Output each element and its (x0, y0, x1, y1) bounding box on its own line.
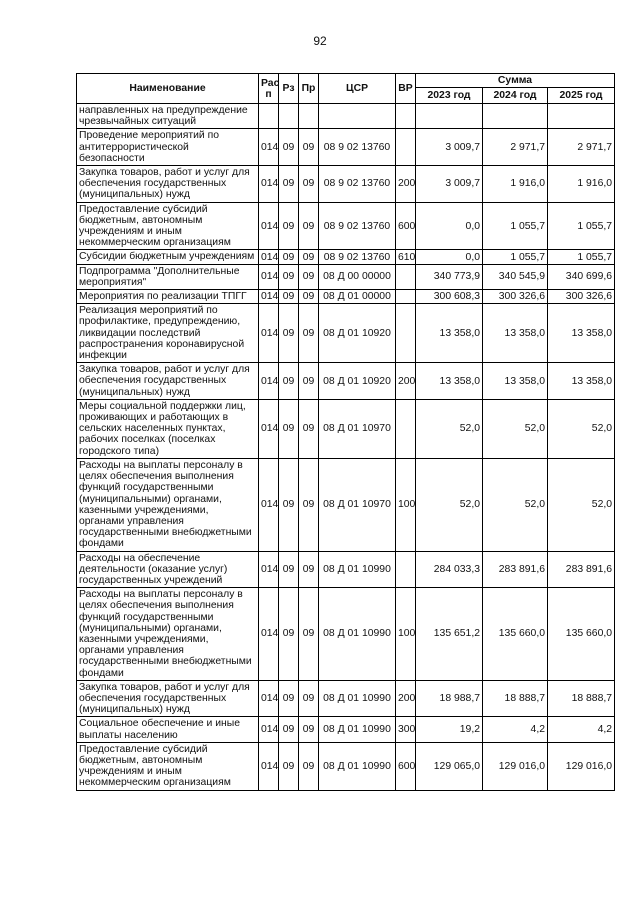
row-rz: 09 (279, 202, 299, 250)
row-vr: 200 (396, 166, 416, 203)
row-2025: 13 358,0 (548, 304, 615, 363)
header-rz: Рз (279, 74, 299, 104)
header-2024: 2024 год (483, 88, 548, 104)
row-ras: 014 (259, 304, 279, 363)
row-2024: 135 660,0 (483, 588, 548, 681)
row-vr: 600 (396, 202, 416, 250)
row-ras: 014 (259, 202, 279, 250)
row-2025: 52,0 (548, 458, 615, 551)
table-row (77, 304, 615, 363)
table-row (77, 202, 615, 250)
header-2023: 2023 год (416, 88, 483, 104)
row-2024: 300 326,6 (483, 290, 548, 304)
table-row (77, 399, 615, 458)
row-pr: 09 (299, 680, 319, 717)
table-row (77, 551, 615, 588)
row-vr (396, 290, 416, 304)
row-pr: 09 (299, 202, 319, 250)
row-2024: 13 358,0 (483, 304, 548, 363)
table-header (77, 74, 615, 104)
row-2025: 300 326,6 (548, 290, 615, 304)
row-pr: 09 (299, 264, 319, 289)
row-rz: 09 (279, 264, 299, 289)
row-pr: 09 (299, 717, 319, 742)
row-2024: 1 916,0 (483, 166, 548, 203)
row-2024: 52,0 (483, 458, 548, 551)
row-2024: 13 358,0 (483, 363, 548, 400)
row-2023: 13 358,0 (416, 363, 483, 400)
table-row (77, 250, 615, 264)
row-csr: 08 Д 01 10990 (319, 551, 396, 588)
row-ras: 014 (259, 588, 279, 681)
table-body (77, 104, 615, 791)
row-pr: 09 (299, 290, 319, 304)
table-row (77, 680, 615, 717)
header-csr: ЦСР (319, 74, 396, 104)
row-pr (299, 104, 319, 129)
row-ras: 014 (259, 129, 279, 166)
row-2024: 18 888,7 (483, 680, 548, 717)
row-ras: 014 (259, 680, 279, 717)
row-name: Закупка товаров, работ и услуг для обеспечения государственных (муниципальных) нужд (77, 166, 259, 203)
header-name: Наименование (77, 74, 259, 104)
row-rz: 09 (279, 250, 299, 264)
row-csr: 08 9 02 13760 (319, 129, 396, 166)
row-vr: 100 (396, 588, 416, 681)
row-csr: 08 Д 01 10990 (319, 742, 396, 790)
row-ras: 014 (259, 290, 279, 304)
row-2025: 52,0 (548, 399, 615, 458)
row-2024: 1 055,7 (483, 202, 548, 250)
row-name: Подпрограмма "Дополнительные мероприятия" (77, 264, 259, 289)
row-name: Закупка товаров, работ и услуг для обеспечения государственных (муниципальных) нужд (77, 680, 259, 717)
row-csr: 08 Д 01 10970 (319, 399, 396, 458)
header-vr: ВР (396, 74, 416, 104)
row-2025: 13 358,0 (548, 363, 615, 400)
row-2023: 129 065,0 (416, 742, 483, 790)
row-ras: 014 (259, 363, 279, 400)
row-2023: 52,0 (416, 458, 483, 551)
row-pr: 09 (299, 399, 319, 458)
row-2025 (548, 104, 615, 129)
table-row (77, 104, 615, 129)
row-csr: 08 Д 01 10990 (319, 588, 396, 681)
table-row (77, 458, 615, 551)
row-vr: 300 (396, 717, 416, 742)
row-pr: 09 (299, 129, 319, 166)
row-ras: 014 (259, 399, 279, 458)
row-rz (279, 104, 299, 129)
row-2024: 129 016,0 (483, 742, 548, 790)
row-csr: 08 9 02 13760 (319, 202, 396, 250)
table-row (77, 742, 615, 790)
row-rz: 09 (279, 363, 299, 400)
row-csr: 08 9 02 13760 (319, 250, 396, 264)
row-name: Закупка товаров, работ и услуг для обеспечения государственных (муниципальных) нужд (77, 363, 259, 400)
row-2023 (416, 104, 483, 129)
row-csr: 08 Д 01 00000 (319, 290, 396, 304)
row-csr: 08 Д 01 10920 (319, 363, 396, 400)
row-2025: 1 055,7 (548, 250, 615, 264)
row-pr: 09 (299, 458, 319, 551)
row-name: Расходы на выплаты персоналу в целях обеспечения выполнения функций государственными (муниципальными) органами, казенными учреждениями, органами управления государственными внебюджетными фондами (77, 458, 259, 551)
row-2025: 1 916,0 (548, 166, 615, 203)
row-csr: 08 Д 01 10970 (319, 458, 396, 551)
row-2023: 135 651,2 (416, 588, 483, 681)
row-name: направленных на предупреждение чрезвычайных ситуаций (77, 104, 259, 129)
row-ras: 014 (259, 458, 279, 551)
row-ras: 014 (259, 264, 279, 289)
row-vr: 610 (396, 250, 416, 264)
row-name: Мероприятия по реализации ТПГГ (77, 290, 259, 304)
row-vr (396, 104, 416, 129)
row-vr (396, 129, 416, 166)
row-2023: 19,2 (416, 717, 483, 742)
row-rz: 09 (279, 129, 299, 166)
row-pr: 09 (299, 363, 319, 400)
row-csr (319, 104, 396, 129)
row-2025: 340 699,6 (548, 264, 615, 289)
row-pr: 09 (299, 250, 319, 264)
row-ras: 014 (259, 250, 279, 264)
row-vr (396, 399, 416, 458)
row-name: Меры социальной поддержки лиц, проживающих и работающих в сельских населенных пунктах, рабочих поселках (поселках городского типа) (77, 399, 259, 458)
row-csr: 08 Д 01 10990 (319, 680, 396, 717)
header-pr: Пр (299, 74, 319, 104)
row-vr: 200 (396, 363, 416, 400)
row-vr: 200 (396, 680, 416, 717)
row-2025: 135 660,0 (548, 588, 615, 681)
row-2024: 4,2 (483, 717, 548, 742)
row-2025: 2 971,7 (548, 129, 615, 166)
row-2025: 129 016,0 (548, 742, 615, 790)
page-number: 92 (313, 34, 327, 48)
row-2024: 283 891,6 (483, 551, 548, 588)
row-rz: 09 (279, 399, 299, 458)
row-2024 (483, 104, 548, 129)
row-2023: 3 009,7 (416, 129, 483, 166)
row-2023: 52,0 (416, 399, 483, 458)
row-2023: 0,0 (416, 250, 483, 264)
row-rz: 09 (279, 166, 299, 203)
row-name: Предоставление субсидий бюджетным, автономным учреждениям и иным некоммерческим организациям (77, 742, 259, 790)
row-name: Предоставление субсидий бюджетным, автономным учреждениям и иным некоммерческим организациям (77, 202, 259, 250)
row-name: Расходы на обеспечение деятельности (оказание услуг) государственных учреждений (77, 551, 259, 588)
row-2023: 284 033,3 (416, 551, 483, 588)
table-row (77, 264, 615, 289)
row-rz: 09 (279, 304, 299, 363)
row-2025: 283 891,6 (548, 551, 615, 588)
row-2024: 1 055,7 (483, 250, 548, 264)
row-name: Социальное обеспечение и иные выплаты населению (77, 717, 259, 742)
header-ras: Рас п (259, 74, 279, 104)
table-row (77, 129, 615, 166)
row-rz: 09 (279, 458, 299, 551)
row-name: Субсидии бюджетным учреждениям (77, 250, 259, 264)
row-rz: 09 (279, 290, 299, 304)
row-2023: 3 009,7 (416, 166, 483, 203)
row-2023: 18 988,7 (416, 680, 483, 717)
row-2025: 4,2 (548, 717, 615, 742)
row-2023: 300 608,3 (416, 290, 483, 304)
row-2023: 0,0 (416, 202, 483, 250)
row-rz: 09 (279, 551, 299, 588)
table-row (77, 290, 615, 304)
table-row (77, 363, 615, 400)
row-2024: 2 971,7 (483, 129, 548, 166)
row-name: Реализация мероприятий по профилактике, предупреждению, ликвидации последствий распространения коронавирусной инфекции (77, 304, 259, 363)
row-2023: 340 773,9 (416, 264, 483, 289)
row-ras: 014 (259, 551, 279, 588)
row-ras: 014 (259, 717, 279, 742)
row-rz: 09 (279, 717, 299, 742)
row-csr: 08 Д 01 10990 (319, 717, 396, 742)
table-row (77, 717, 615, 742)
row-name: Проведение мероприятий по антитеррористической безопасности (77, 129, 259, 166)
row-vr: 100 (396, 458, 416, 551)
row-csr: 08 Д 01 10920 (319, 304, 396, 363)
row-2024: 52,0 (483, 399, 548, 458)
row-rz: 09 (279, 680, 299, 717)
row-2025: 18 888,7 (548, 680, 615, 717)
row-vr (396, 551, 416, 588)
table-row (77, 588, 615, 681)
budget-table (76, 73, 615, 791)
row-vr (396, 304, 416, 363)
row-rz: 09 (279, 742, 299, 790)
row-pr: 09 (299, 551, 319, 588)
row-ras: 014 (259, 166, 279, 203)
row-pr: 09 (299, 588, 319, 681)
row-rz: 09 (279, 588, 299, 681)
row-2023: 13 358,0 (416, 304, 483, 363)
row-vr: 600 (396, 742, 416, 790)
row-name: Расходы на выплаты персоналу в целях обеспечения выполнения функций государственными (муниципальными) органами, казенными учреждениями, органами управления государственными внебюджетными фондами (77, 588, 259, 681)
row-pr: 09 (299, 166, 319, 203)
row-pr: 09 (299, 304, 319, 363)
row-vr (396, 264, 416, 289)
header-2025: 2025 год (548, 88, 615, 104)
row-ras (259, 104, 279, 129)
header-sum: Сумма (416, 74, 615, 88)
row-csr: 08 Д 00 00000 (319, 264, 396, 289)
table-row (77, 166, 615, 203)
row-csr: 08 9 02 13760 (319, 166, 396, 203)
row-2025: 1 055,7 (548, 202, 615, 250)
row-pr: 09 (299, 742, 319, 790)
row-2024: 340 545,9 (483, 264, 548, 289)
row-ras: 014 (259, 742, 279, 790)
